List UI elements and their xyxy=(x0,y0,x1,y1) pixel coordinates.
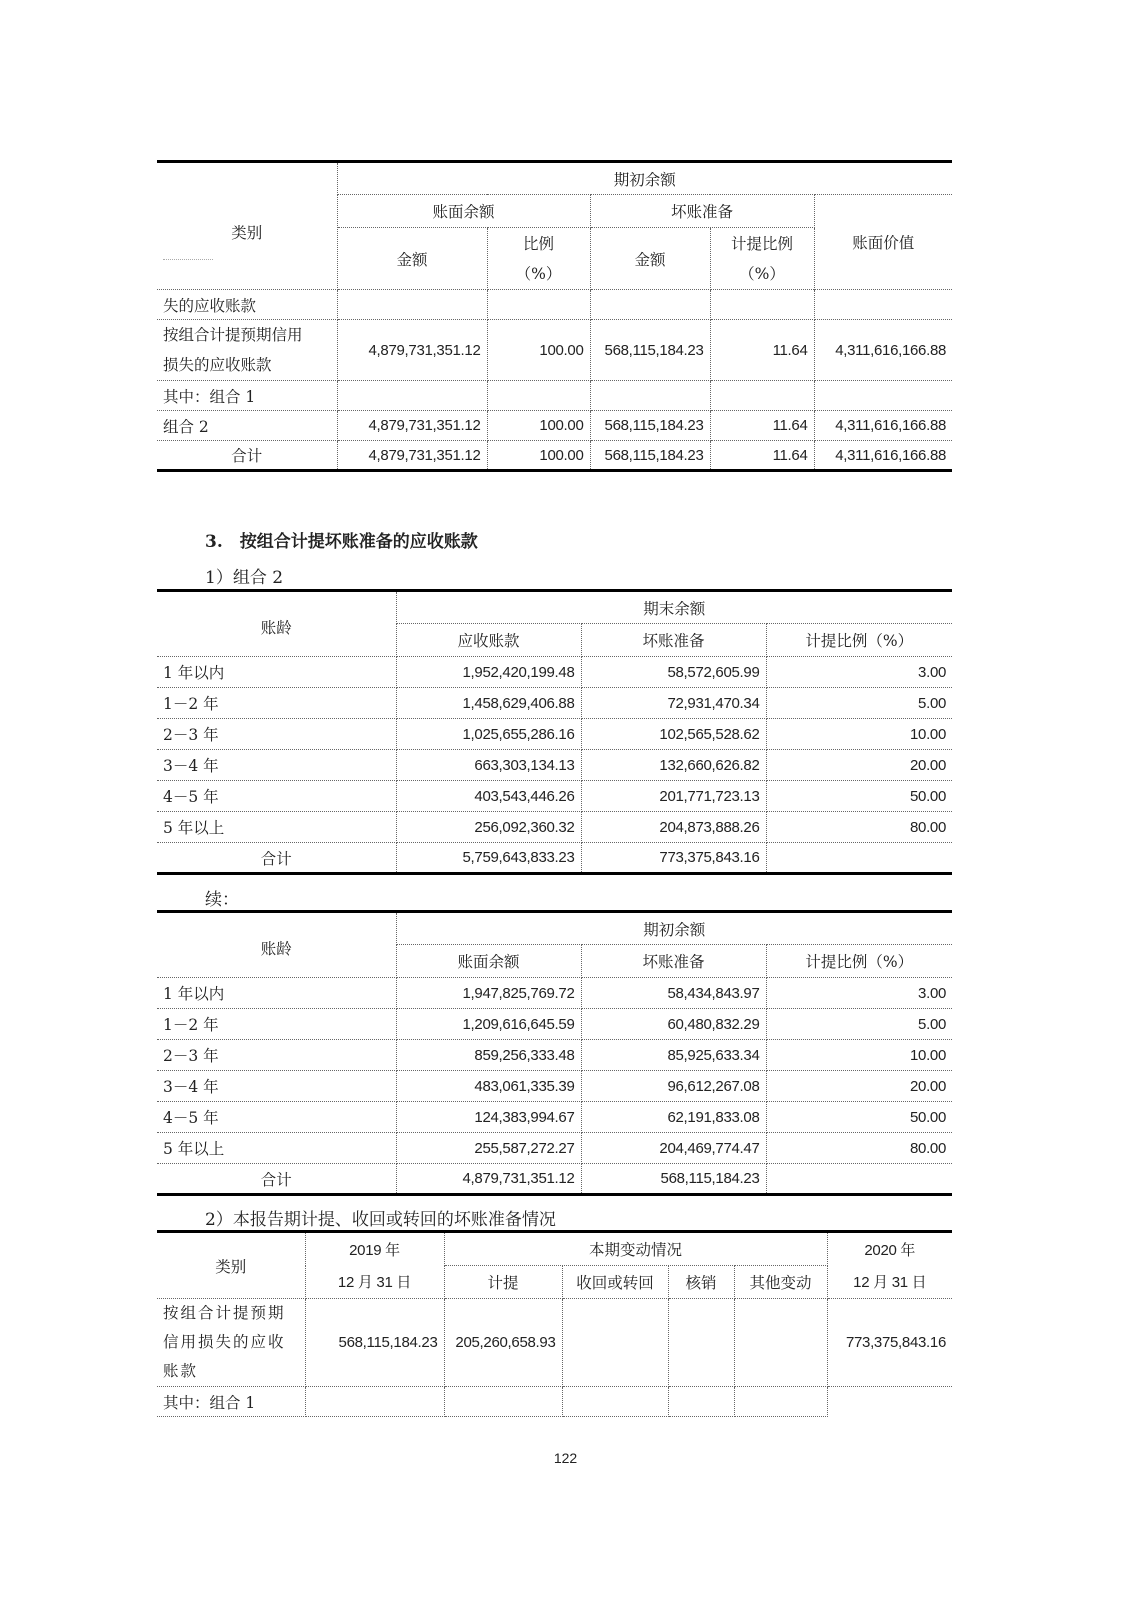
bad-debt-cell: 58,434,843.97 xyxy=(581,978,766,1009)
closing-balance-aging-table xyxy=(157,589,952,875)
header-category: 类别 xyxy=(157,162,337,290)
ratio-cell: 10.00 xyxy=(766,1040,952,1071)
header-book-balance: 账面余额 xyxy=(337,195,590,228)
aging-cell: 1－2 年 xyxy=(157,688,396,719)
header-bad-debt: 坏账准备 xyxy=(581,945,766,978)
page-number: 122 xyxy=(553,1450,578,1466)
header-aging: 账龄 xyxy=(157,591,396,657)
receivable-cell: 1,025,655,286.16 xyxy=(396,719,581,750)
receivable-cell: 4,879,731,351.12 xyxy=(396,1164,581,1195)
bad-debt-cell: 96,612,267.08 xyxy=(581,1071,766,1102)
aging-cell: 3－4 年 xyxy=(157,1071,396,1102)
aging-cell: 3－4 年 xyxy=(157,750,396,781)
table-row: 按组合计提预期信用 损失的应收账款 4,879,731,351.12 100.00 568,115,184.23 11.64 4,311,616,166.88 xyxy=(157,320,952,381)
table-row xyxy=(157,657,952,688)
subsection-heading-2: 2）本报告期计提、收回或转回的坏账准备情况 xyxy=(205,1210,556,1230)
receivable-cell: 1,947,825,769.72 xyxy=(396,978,581,1009)
table-row xyxy=(157,978,952,1009)
ratio-cell: 3.00 xyxy=(766,978,952,1009)
table-row: 组合 2 4,879,731,351.12 100.00 568,115,184.23 11.64 4,311,616,166.88 xyxy=(157,411,952,441)
receivable-cell: 1,209,616,645.59 xyxy=(396,1009,581,1040)
ratio-cell: 20.00 xyxy=(766,750,952,781)
header-written-off: 核销 xyxy=(668,1266,734,1299)
header-ratio: 计提比例（%） xyxy=(766,624,952,657)
bad-debt-cell: 102,565,528.62 xyxy=(581,719,766,750)
ratio-cell: 20.00 xyxy=(766,1071,952,1102)
header-opening-balance: 期初余额 xyxy=(396,912,952,945)
bad-debt-cell: 773,375,843.16 xyxy=(581,843,766,874)
header-amount: 金额 xyxy=(337,228,487,290)
receivable-cell: 1,458,629,406.88 xyxy=(396,688,581,719)
ratio-cell: 5.00 xyxy=(766,1009,952,1040)
table-row: 失的应收账款 xyxy=(157,290,952,320)
table-row: 按组合计提预期 信用损失的应收 账款 568,115,184.23 205,260,658.93 773,375,843.16 xyxy=(157,1299,952,1387)
bad-debt-cell: 72,931,470.34 xyxy=(581,688,766,719)
total-row: 合计 4,879,731,351.12 100.00 568,115,184.23 11.64 4,311,616,166.88 xyxy=(157,441,952,471)
bad-debt-cell: 568,115,184.23 xyxy=(581,1164,766,1195)
header-provision: 计提 xyxy=(444,1266,562,1299)
table-row xyxy=(157,1071,952,1102)
table-row xyxy=(157,1040,952,1071)
table-row xyxy=(157,812,952,843)
ratio-cell xyxy=(766,843,952,874)
receivable-cell: 256,092,360.32 xyxy=(396,812,581,843)
table-row xyxy=(157,1133,952,1164)
aging-cell: 合计 xyxy=(157,843,396,874)
receivable-cell: 1,952,420,199.48 xyxy=(396,657,581,688)
table-row xyxy=(157,750,952,781)
table-row xyxy=(157,781,952,812)
subsection-heading: 1）组合 2 xyxy=(205,568,284,588)
ratio-cell: 3.00 xyxy=(766,657,952,688)
receivable-cell: 5,759,643,833.23 xyxy=(396,843,581,874)
bad-debt-cell: 204,469,774.47 xyxy=(581,1133,766,1164)
ratio-cell: 80.00 xyxy=(766,1133,952,1164)
receivable-cell: 483,061,335.39 xyxy=(396,1071,581,1102)
aging-cell: 合计 xyxy=(157,1164,396,1195)
bad-debt-cell: 58,572,605.99 xyxy=(581,657,766,688)
bad-debt-cell: 85,925,633.34 xyxy=(581,1040,766,1071)
aging-cell: 4－5 年 xyxy=(157,781,396,812)
table-row xyxy=(157,1009,952,1040)
aging-cell: 5 年以上 xyxy=(157,812,396,843)
section-heading: 3. 按组合计提坏账准备的应收账款 xyxy=(205,532,478,552)
aging-cell: 4－5 年 xyxy=(157,1102,396,1133)
header-change-group: 本期变动情况 xyxy=(444,1232,827,1266)
header-recovered: 收回或转回 xyxy=(562,1266,668,1299)
receivable-cell: 663,303,134.13 xyxy=(396,750,581,781)
table-row: 其中：组合 1 xyxy=(157,1387,952,1417)
bad-debt-movement-table xyxy=(157,1230,952,1417)
aging-cell: 5 年以上 xyxy=(157,1133,396,1164)
opening-balance-aging-table xyxy=(157,910,952,1196)
total-row xyxy=(157,843,952,874)
total-row xyxy=(157,1164,952,1195)
header-aging: 账龄 xyxy=(157,912,396,978)
tiny-rule xyxy=(163,259,213,261)
table-row xyxy=(157,688,952,719)
ratio-cell: 50.00 xyxy=(766,781,952,812)
header-start-date: 12 月 31 日 xyxy=(305,1266,444,1299)
header-provision-ratio: 计提比例 （%） xyxy=(710,228,814,290)
continued-label: 续： xyxy=(205,890,239,910)
ratio-cell: 50.00 xyxy=(766,1102,952,1133)
receivable-cell: 255,587,272.27 xyxy=(396,1133,581,1164)
table-row xyxy=(157,1102,952,1133)
header-category: 类别 xyxy=(157,1232,305,1299)
aging-cell: 1 年以内 xyxy=(157,978,396,1009)
table-row: 其中：组合 1 xyxy=(157,381,952,411)
bad-debt-cell: 60,480,832.29 xyxy=(581,1009,766,1040)
header-end-year: 2020 年 xyxy=(827,1232,952,1266)
opening-balance-table xyxy=(157,160,952,472)
receivable-cell: 859,256,333.48 xyxy=(396,1040,581,1071)
aging-cell: 2－3 年 xyxy=(157,1040,396,1071)
ratio-cell: 80.00 xyxy=(766,812,952,843)
ratio-cell: 10.00 xyxy=(766,719,952,750)
header-bad-debt: 坏账准备 xyxy=(590,195,814,228)
header-ratio: 计提比例（%） xyxy=(766,945,952,978)
header-start-year: 2019 年 xyxy=(305,1232,444,1266)
header-book-value: 账面价值 xyxy=(814,195,952,290)
ratio-cell: 5.00 xyxy=(766,688,952,719)
header-end-date: 12 月 31 日 xyxy=(827,1266,952,1299)
header-bad-debt: 坏账准备 xyxy=(581,624,766,657)
bad-debt-cell: 201,771,723.13 xyxy=(581,781,766,812)
receivable-cell: 403,543,446.26 xyxy=(396,781,581,812)
bad-debt-cell: 62,191,833.08 xyxy=(581,1102,766,1133)
table-row xyxy=(157,719,952,750)
header-ratio: 比例 （%） xyxy=(487,228,590,290)
bad-debt-cell: 204,873,888.26 xyxy=(581,812,766,843)
header-opening-balance: 期初余额 xyxy=(337,162,952,195)
header-book-balance: 账面余额 xyxy=(396,945,581,978)
ratio-cell xyxy=(766,1164,952,1195)
receivable-cell: 124,383,994.67 xyxy=(396,1102,581,1133)
bad-debt-cell: 132,660,626.82 xyxy=(581,750,766,781)
aging-cell: 1－2 年 xyxy=(157,1009,396,1040)
header-closing-balance: 期末余额 xyxy=(396,591,952,624)
header-receivable: 应收账款 xyxy=(396,624,581,657)
aging-cell: 1 年以内 xyxy=(157,657,396,688)
header-other: 其他变动 xyxy=(734,1266,827,1299)
aging-cell: 2－3 年 xyxy=(157,719,396,750)
header-bad-amount: 金额 xyxy=(590,228,710,290)
